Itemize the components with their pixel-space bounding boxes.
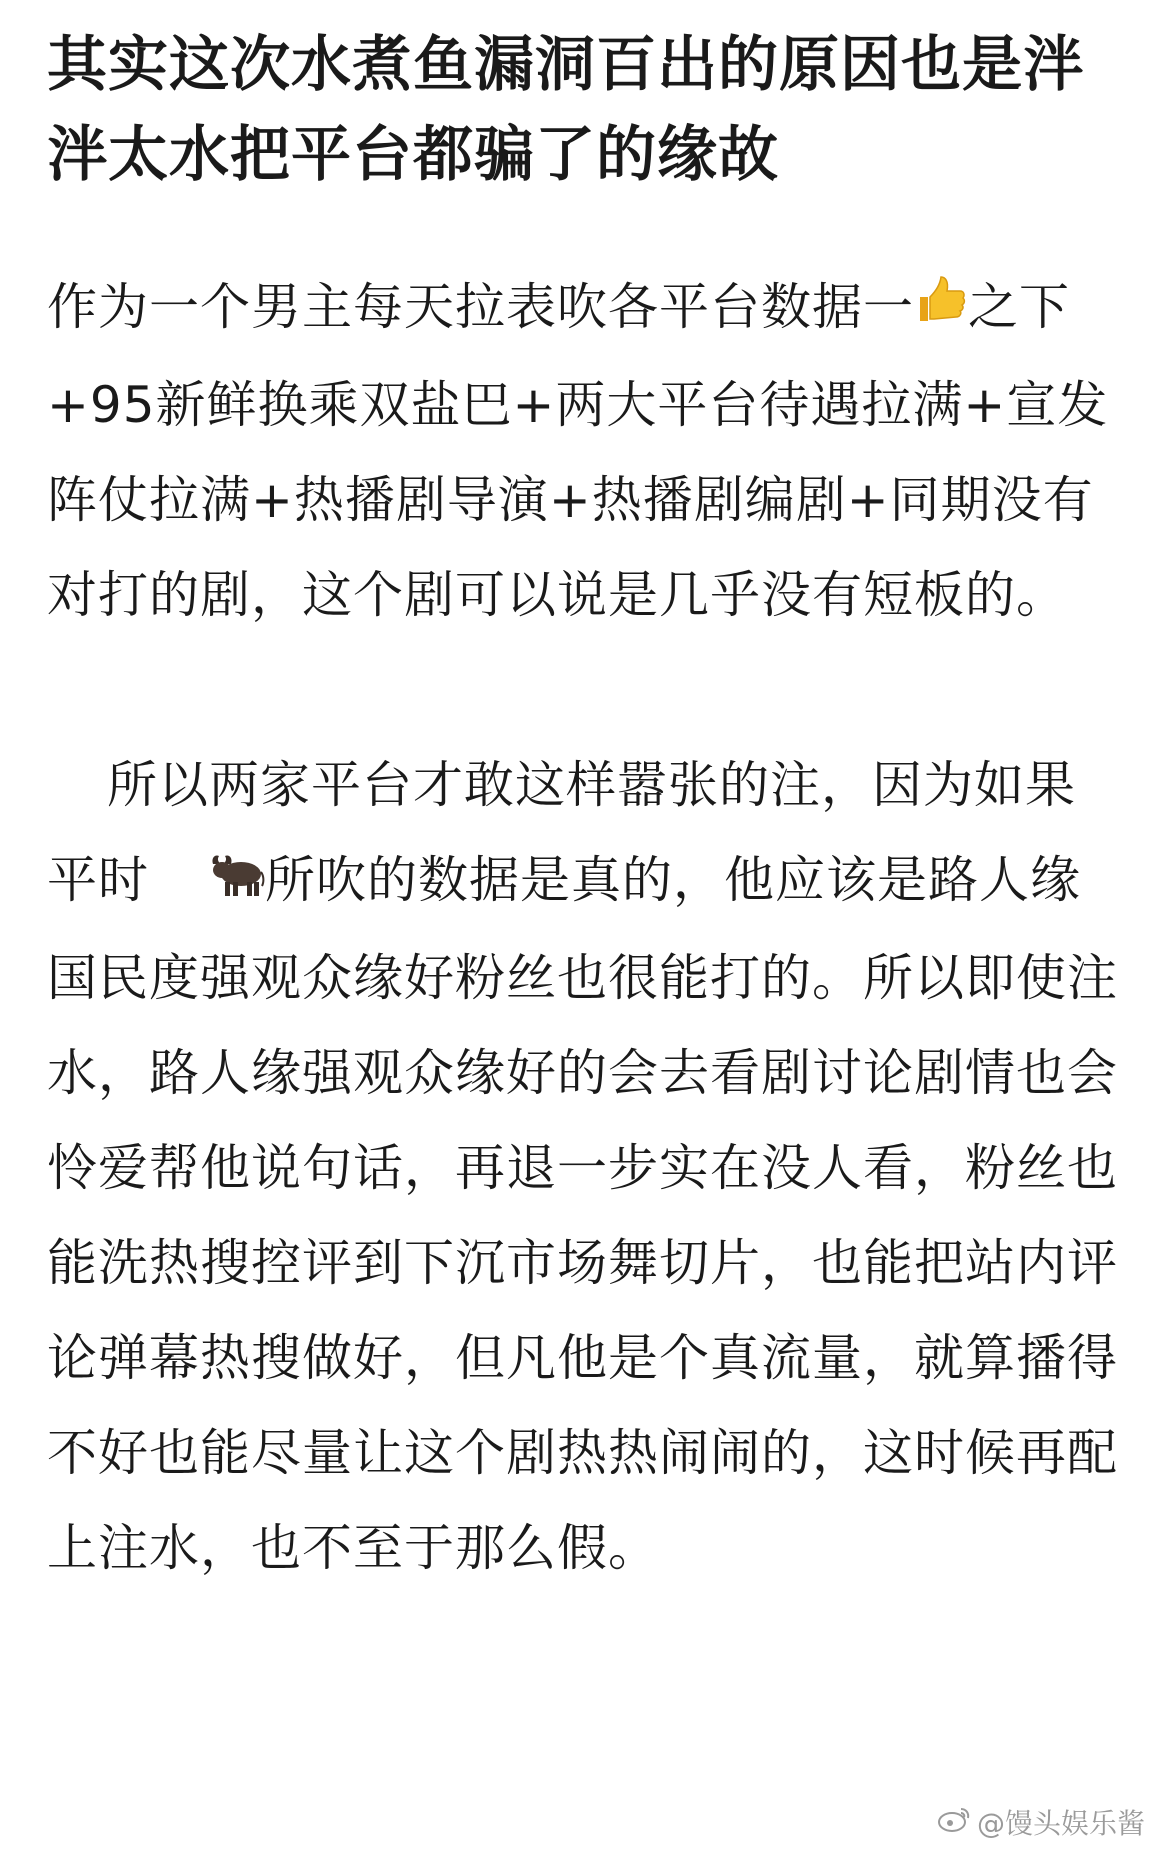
paragraph-1-text-a: 作为一个男主每天拉表吹各平台数据一: [47, 278, 914, 336]
watermark-text: @馒头娱乐酱: [976, 1807, 1145, 1840]
post-title: 其实这次水煮鱼漏洞百出的原因也是泮泮太水把平台都骗了的缘故: [47, 30, 1084, 190]
weibo-logo-icon: [937, 1805, 971, 1840]
weibo-watermark: [937, 1802, 1145, 1842]
paragraph-2-text-b: 所吹的数据是真的，他应该是路人缘国民度强观众缘好粉丝也很能打的。所以即使注水，路人缘强观众缘好的会去看剧讨论剧情也会怜爱帮他说句话，再退一步实在没人看，粉丝也能洗热搜控评到下沉市场舞切片，也能把站内评论弹幕热搜做好，但凡他是个真流量，就算播得不好也能尽量让这个剧热热闹闹的，这时候再配上注水，也不至于那么假。: [47, 851, 1118, 1577]
paragraph-1-text-b: 之下+95新鲜换乘双盐巴+两大平台待遇拉满+宣发阵仗拉满+热播剧导演+热播剧编剧+同期没有对打的剧，这个剧可以说是几乎没有短板的。: [47, 278, 1109, 624]
paragraph-1: [47, 260, 1122, 643]
ox-icon: [149, 836, 265, 931]
post-content: [47, 20, 1122, 1596]
paragraph-2: [47, 738, 1122, 1596]
thumbs-up-icon: [914, 263, 968, 358]
paragraph-2-text-a: 所以两家平台才敢这样嚣张的注，因为如果平时: [47, 756, 1076, 909]
